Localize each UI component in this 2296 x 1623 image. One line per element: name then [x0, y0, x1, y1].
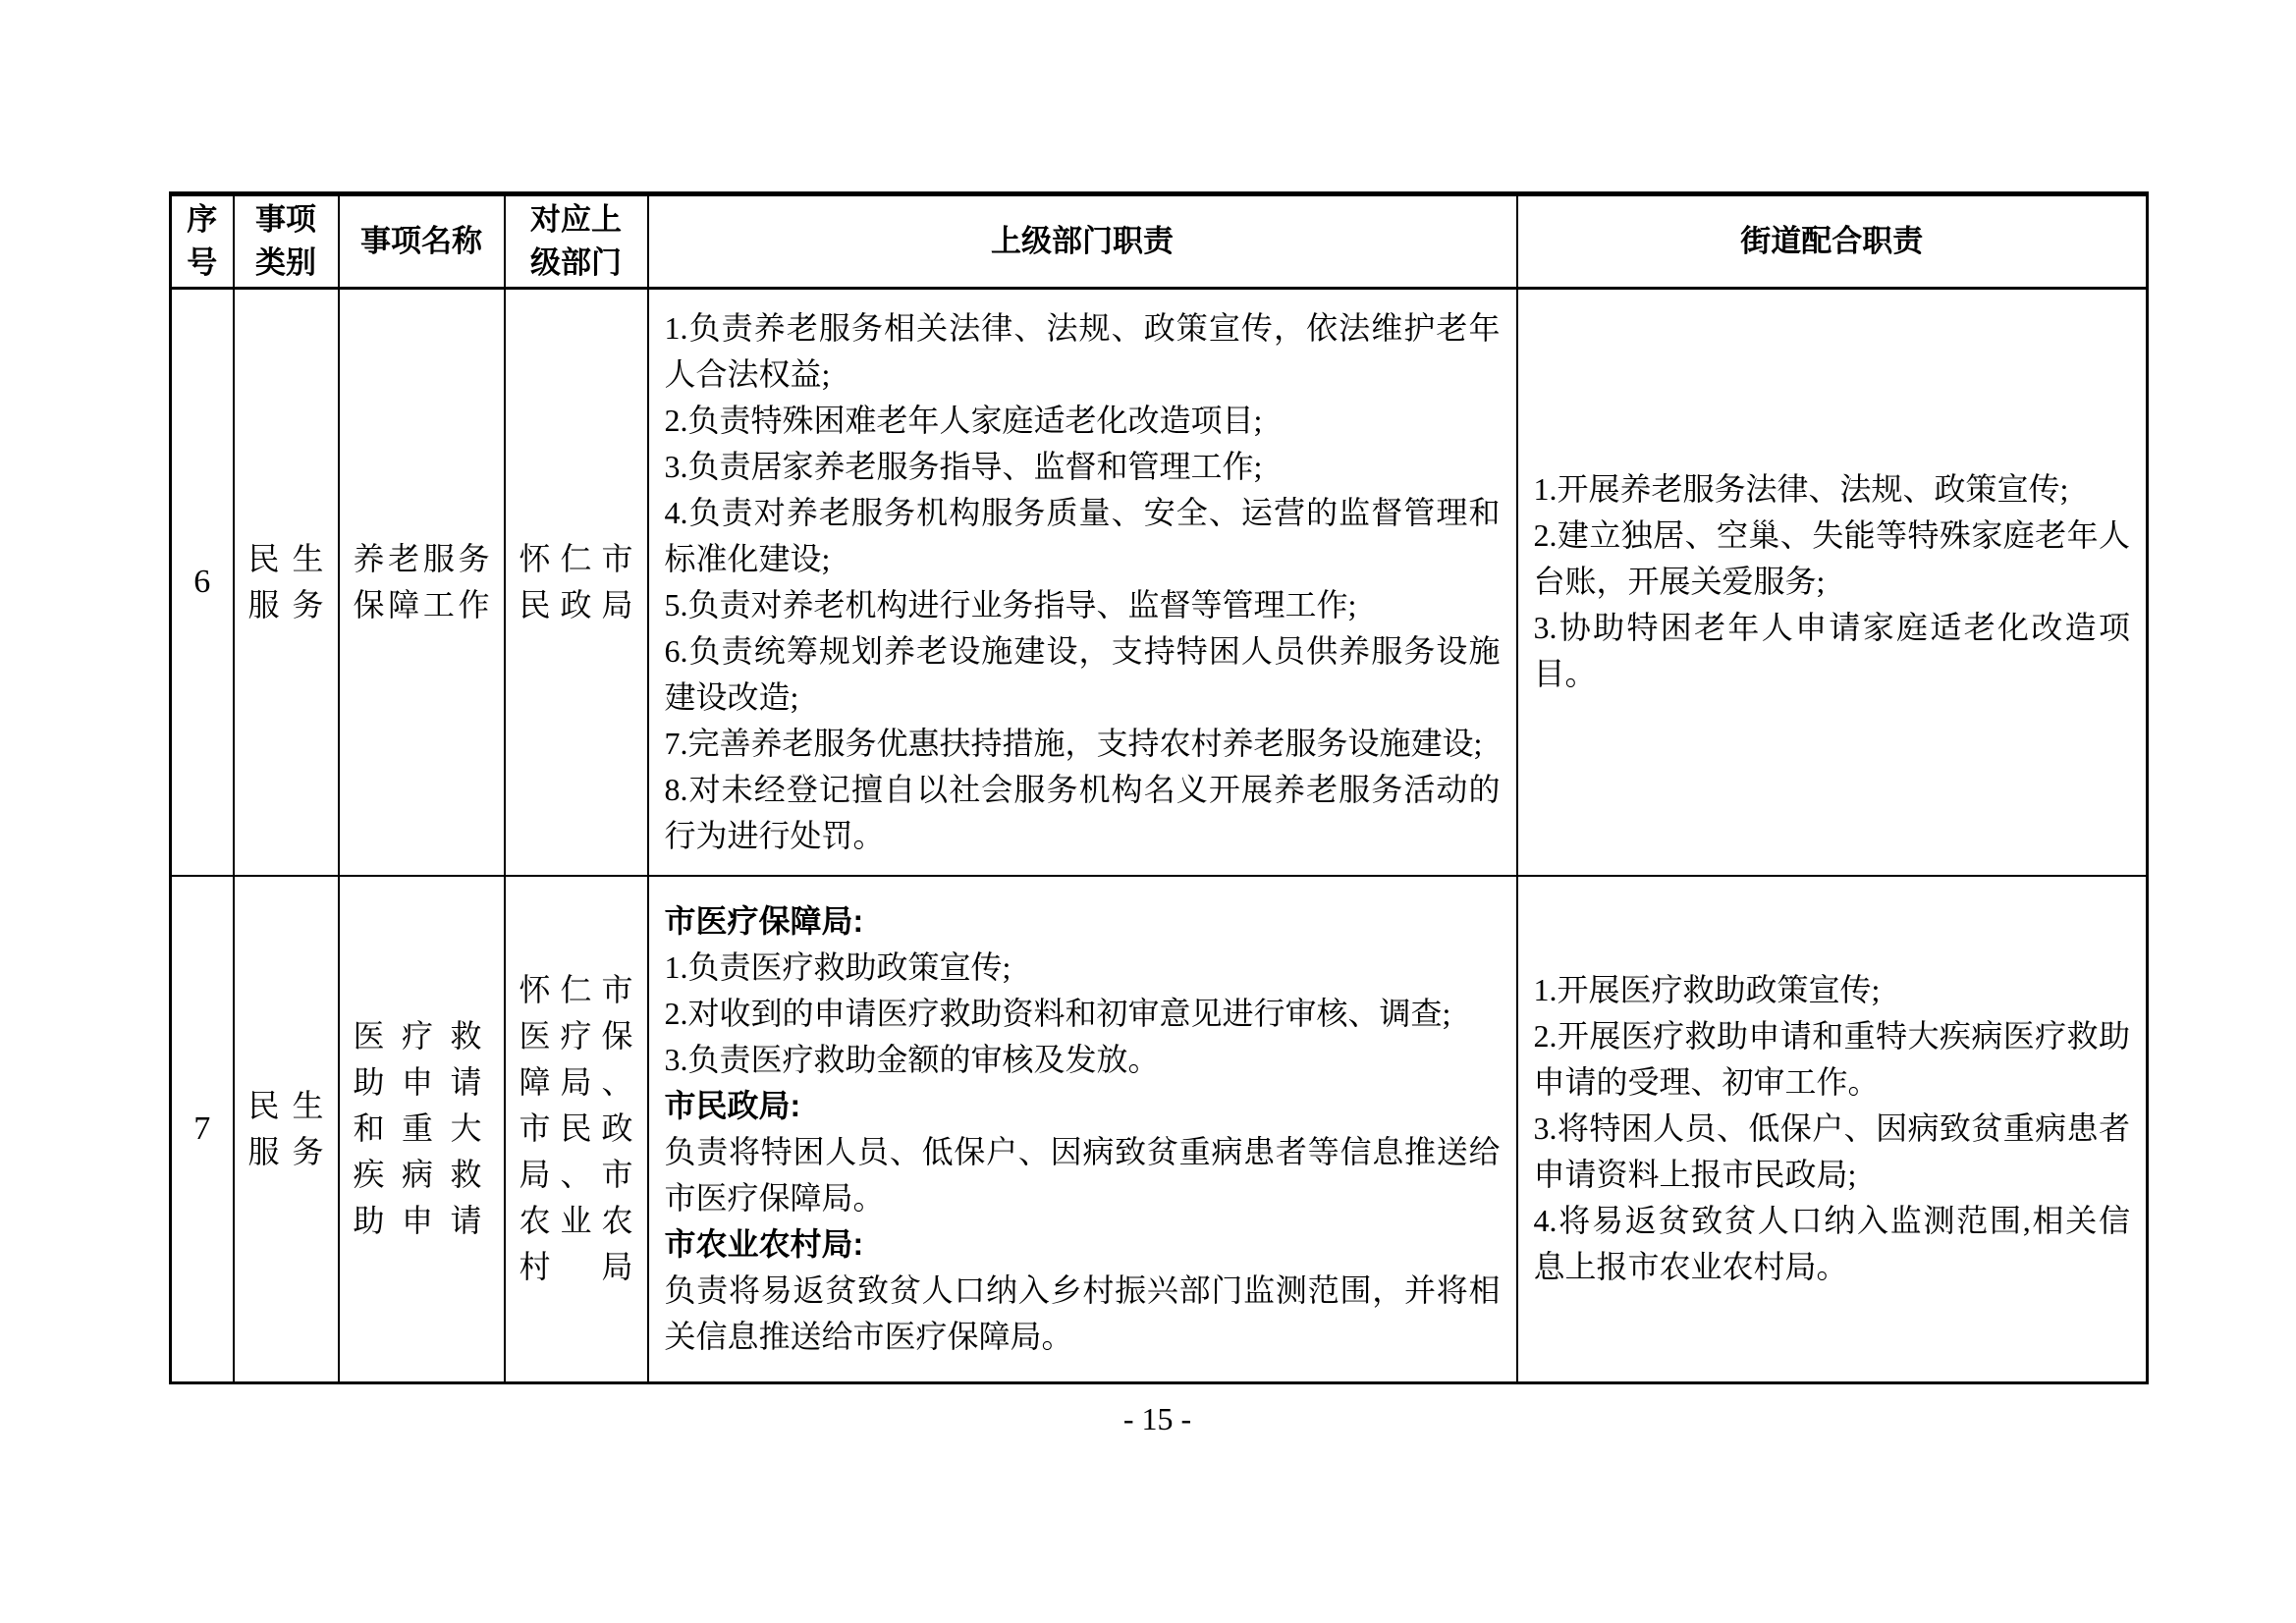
col-header-street-duties: 街道配合职责: [1517, 194, 2148, 289]
duty-item: 2.开展医疗救助申请和重特大疾病医疗救助申请的受理、初审工作。: [1533, 1018, 2130, 1101]
duty-item: 4.负责对养老服务机构服务质量、安全、运营的监督管理和标准化建设;: [664, 494, 1501, 576]
cell-category-7: 民生服务: [234, 876, 339, 1383]
duty-item: 7.完善养老服务优惠扶持措施，支持农村养老服务设施建设;: [664, 725, 1483, 761]
col-header-name: 事项名称: [339, 194, 505, 289]
cell-street-duties-6: [1517, 289, 2148, 876]
cell-department-7: 怀仁市医疗保障局、市民政局、市农业农村局: [505, 876, 648, 1383]
cell-name-7: 医疗救助申请和重大疾病救助申请: [339, 876, 505, 1383]
duty-department-heading: 市农业农村局:: [664, 1225, 864, 1262]
table-header-row: [171, 194, 2148, 289]
duty-department-heading: 市医疗保障局:: [664, 902, 864, 939]
duty-item: 1.开展医疗救助政策宣传;: [1533, 972, 1881, 1008]
duty-item: 负责将特困人员、低保户、因病致贫重病患者等信息推送给市医疗保障局。: [664, 1133, 1501, 1216]
cell-superior-duties-6: [648, 289, 1517, 876]
col-header-category: 事项类别: [234, 194, 339, 289]
page-number: - 15 -: [1122, 1401, 1192, 1436]
duty-department-heading: 市民政局:: [664, 1087, 801, 1123]
cell-category-6: 民生服务: [234, 289, 339, 876]
duty-item: 6.负责统筹规划养老设施建设，支持特困人员供养服务设施建设改造;: [664, 632, 1501, 715]
duty-item: 8.对未经登记擅自以社会服务机构名义开展养老服务活动的行为进行处罚。: [664, 771, 1501, 853]
duty-item: 1.负责医疗救助政策宣传;: [664, 948, 1011, 985]
duty-item: 3.负责居家养老服务指导、监督和管理工作;: [664, 448, 1263, 484]
cell-department-6: 怀仁市民政局: [505, 289, 648, 876]
duty-item: 1.负责养老服务相关法律、法规、政策宣传，依法维护老年人合法权益;: [664, 309, 1501, 392]
col-header-department: 对应上级部门: [505, 194, 648, 289]
duty-item: 3.协助特困老年人申请家庭适老化改造项目。: [1533, 610, 2130, 692]
duty-item: 5.负责对养老机构进行业务指导、监督等管理工作;: [664, 586, 1357, 622]
duty-item: 2.负责特殊困难老年人家庭适老化改造项目;: [664, 402, 1263, 438]
cell-street-duties-7: [1517, 876, 2148, 1383]
duty-item: 负责将易返贫致贫人口纳入乡村振兴部门监测范围，并将相关信息推送给市医疗保障局。: [664, 1271, 1501, 1354]
col-header-seq: 序号: [171, 194, 234, 289]
duty-item: 2.建立独居、空巢、失能等特殊家庭老年人台账，开展关爱服务;: [1533, 517, 2130, 600]
duty-item: 3.将特困人员、低保户、因病致贫重病患者申请资料上报市民政局;: [1533, 1110, 2130, 1193]
duty-item: 1.开展养老服务法律、法规、政策宣传;: [1533, 471, 2069, 508]
table-row-7: [171, 876, 2148, 1383]
duty-item: 4.将易返贫致贫人口纳入监测范围,相关信息上报市农业农村局。: [1533, 1203, 2130, 1285]
cell-seq-6: 6: [171, 289, 234, 876]
cell-seq-7: 7: [171, 876, 234, 1383]
table-row-6: [171, 289, 2148, 876]
duty-item: 3.负责医疗救助金额的审核及发放。: [664, 1041, 1160, 1077]
col-header-superior-duties: 上级部门职责: [648, 194, 1517, 289]
duty-item: 2.对收到的申请医疗救助资料和初审意见进行审核、调查;: [664, 995, 1451, 1031]
cell-name-6: 养老服务保障工作: [339, 289, 505, 876]
responsibility-table: [169, 191, 2149, 1384]
cell-superior-duties-7: [648, 876, 1517, 1383]
